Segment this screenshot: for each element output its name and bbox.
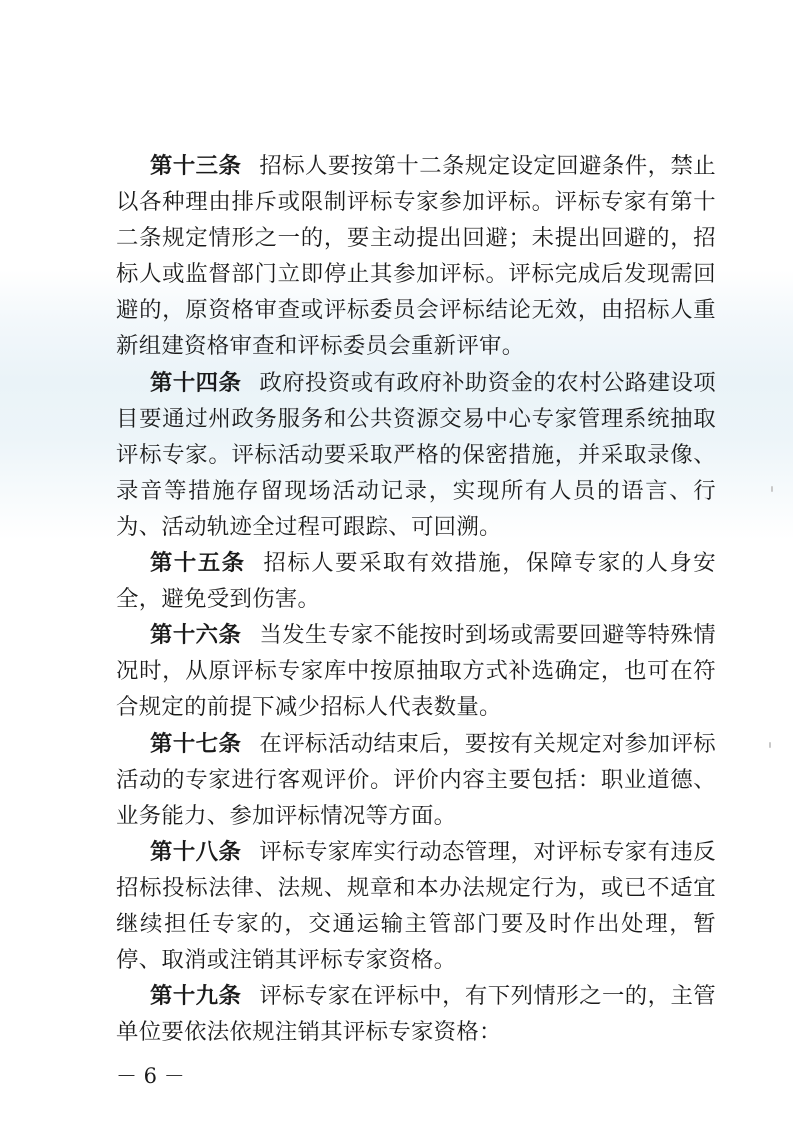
- article-14: [116, 365, 716, 545]
- article-text: 招标人要按第十二条规定设定回避条件，禁止以各种理由排斥或限制评标专家参加评标。评标专家有第十二条规定情形之一的，要主动提出回避；未提出回避的，招标人或监督部门立即停止其参加评标。评标完成后发现需回避的，原资格审查或评标委员会评标结论无效，由招标人重新组建资格审查和评标委员会重新评审。: [116, 153, 716, 360]
- article-16: [116, 617, 716, 725]
- article-17: [116, 726, 716, 834]
- article-heading: 第十四条: [150, 369, 242, 396]
- article-13: [116, 148, 716, 365]
- page-number: － 6 －: [116, 1064, 185, 1088]
- article-heading: 第十三条: [150, 153, 242, 179]
- document-body: [116, 148, 716, 1050]
- article-text: 政府投资或有政府补助资金的农村公路建设项目要通过州政务服务和公共资源交易中心专家管理系统抽取评标专家。评标活动要采取严格的保密措施，并采取录像、录音等措施存留现场活动记录，实现所有人员的语言、行为、活动轨迹全过程可跟踪、可回溯。: [116, 369, 716, 540]
- article-text: 当发生专家不能按时到场或需要回避等特殊情况时，从原评标专家库中按原抽取方式补选确定，也可在符合规定的前提下减少招标人代表数量。: [116, 622, 716, 721]
- article-text: 评标专家在评标中，有下列情形之一的，主管单位要依法依规注销其评标专家资格：: [116, 983, 716, 1046]
- article-text: 在评标活动结束后，要按有关规定对参加评标活动的专家进行客观评价。评价内容主要包括：职业道德、业务能力、参加评标情况等方面。: [116, 730, 716, 829]
- article-text: 评标专家库实行动态管理，对评标专家有违反招标投标法律、法规、规章和本办法规定行为，或已不适宜继续担任专家的，交通运输主管部门要及时作出处理，暂停、取消或注销其评标专家资格。: [116, 838, 716, 974]
- article-heading: 第十七条: [150, 730, 242, 757]
- article-heading: 第十八条: [150, 838, 242, 865]
- article-19: [116, 978, 716, 1050]
- article-heading: 第十九条: [150, 983, 242, 1010]
- scan-speck: [771, 486, 773, 492]
- article-15: [116, 545, 716, 617]
- article-heading: 第十五条: [150, 550, 246, 577]
- article-heading: 第十六条: [150, 622, 242, 649]
- article-text: 招标人要采取有效措施，保障专家的人身安全，避免受到伤害。: [116, 550, 716, 613]
- article-18: [116, 834, 716, 978]
- scan-speck: [769, 742, 771, 748]
